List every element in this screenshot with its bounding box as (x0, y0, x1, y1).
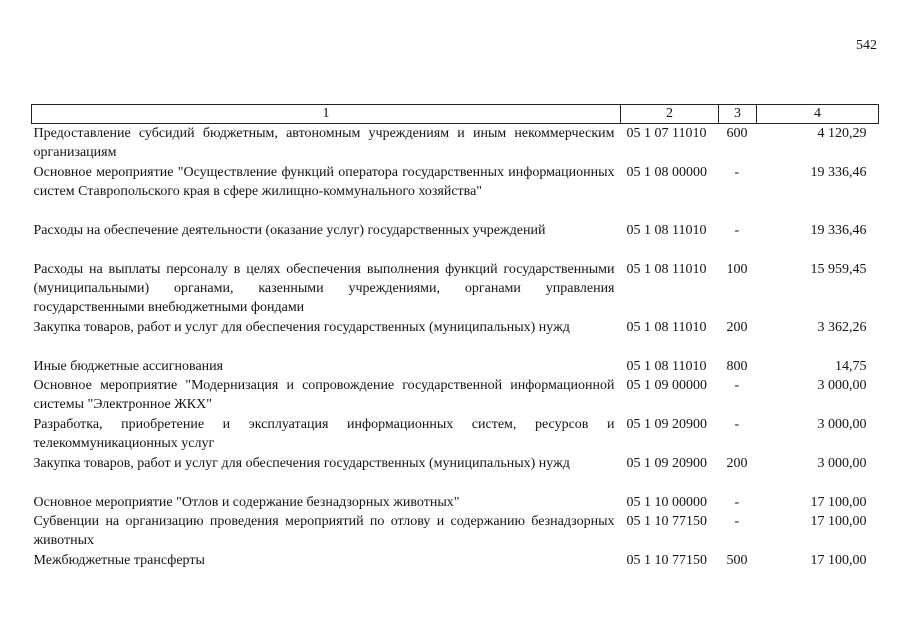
row-code: 05 1 10 77150 (626, 513, 707, 529)
row-name: Основное мероприятие "Модернизация и сопровождение государственной информационной системы "Электронное ЖКХ" (33, 377, 615, 412)
row-type: - (734, 377, 740, 393)
row-type: 100 (726, 261, 748, 277)
table-row (32, 454, 879, 493)
row-type: - (734, 416, 740, 432)
table-row (32, 415, 879, 454)
row-name: Расходы на обеспечение деятельности (оказание услуг) государственных учреждений (33, 222, 546, 238)
header-col-4: 4 (757, 105, 879, 124)
row-name: Закупка товаров, работ и услуг для обеспечения государственных (муниципальных) нужд (33, 455, 570, 471)
row-name: Закупка товаров, работ и услуг для обеспечения государственных (муниципальных) нужд (33, 319, 570, 335)
row-amount: 17 100,00 (810, 513, 867, 529)
row-name: Основное мероприятие "Отлов и содержание безнадзорных животных" (33, 494, 460, 510)
row-code: 05 1 07 11010 (626, 126, 707, 141)
table-row (32, 318, 879, 357)
row-amount: 3 000,00 (817, 416, 867, 432)
row-code: 05 1 08 11010 (626, 222, 707, 238)
row-code: 05 1 08 11010 (626, 319, 707, 335)
table-row (32, 260, 879, 318)
table-row (32, 376, 879, 415)
row-type: - (734, 164, 740, 180)
table-row (32, 357, 879, 376)
row-type: - (734, 494, 740, 510)
row-amount: 4 120,29 (817, 126, 867, 141)
row-code: 05 1 10 77150 (626, 552, 707, 568)
row-amount: 14,75 (835, 358, 867, 374)
row-name: Межбюджетные трансферты (33, 552, 205, 568)
table-header (32, 105, 879, 124)
row-name: Основное мероприятие "Осуществление функций оператора государственных информационных систем Ставропольского края в сфере жилищно-коммунального хозяйства" (33, 164, 615, 199)
row-code: 05 1 10 00000 (626, 494, 707, 510)
row-type: 800 (726, 358, 748, 374)
row-type: 200 (726, 455, 748, 471)
row-code: 05 1 09 20900 (626, 455, 707, 471)
table-row (32, 163, 879, 221)
row-type: 500 (726, 552, 748, 568)
row-name: Субвенции на организацию проведения мероприятий по отлову и содержанию безнадзорных животных (33, 513, 615, 548)
row-code: 05 1 09 20900 (626, 416, 707, 432)
budget-table (31, 104, 879, 570)
page-number: 542 (856, 38, 877, 53)
table-row (32, 124, 879, 163)
row-amount: 3 000,00 (817, 455, 867, 471)
row-type: 600 (726, 126, 748, 141)
table-row (32, 221, 879, 260)
row-name: Предоставление субсидий бюджетным, автономным учреждениям и иным некоммерческим организациям (33, 126, 615, 160)
table-row (32, 551, 879, 570)
row-code: 05 1 09 00000 (626, 377, 707, 393)
row-amount: 19 336,46 (810, 222, 867, 238)
table-row (32, 493, 879, 512)
row-code: 05 1 08 11010 (626, 261, 707, 277)
row-name: Разработка, приобретение и эксплуатация информационных систем, ресурсов и телекоммуникационных услуг (33, 416, 615, 451)
row-type: - (734, 513, 740, 529)
row-code: 05 1 08 11010 (626, 358, 707, 374)
header-col-3: 3 (719, 105, 757, 124)
header-col-1: 1 (32, 105, 621, 124)
header-col-2: 2 (621, 105, 719, 124)
row-type: - (734, 222, 740, 238)
row-type: 200 (726, 319, 748, 335)
row-code: 05 1 08 00000 (626, 164, 707, 180)
row-amount: 19 336,46 (810, 164, 867, 180)
row-name: Расходы на выплаты персоналу в целях обеспечения выполнения функций государственными (муниципальными) органами, казенными учреждениями, органами управления государственными внебюджетными фондами (33, 261, 615, 315)
row-amount: 3 362,26 (817, 319, 867, 335)
table-row (32, 512, 879, 551)
row-amount: 17 100,00 (810, 494, 867, 510)
row-amount: 3 000,00 (817, 377, 867, 393)
row-amount: 15 959,45 (810, 261, 867, 277)
row-amount: 17 100,00 (810, 552, 867, 568)
row-name: Иные бюджетные ассигнования (33, 358, 224, 374)
